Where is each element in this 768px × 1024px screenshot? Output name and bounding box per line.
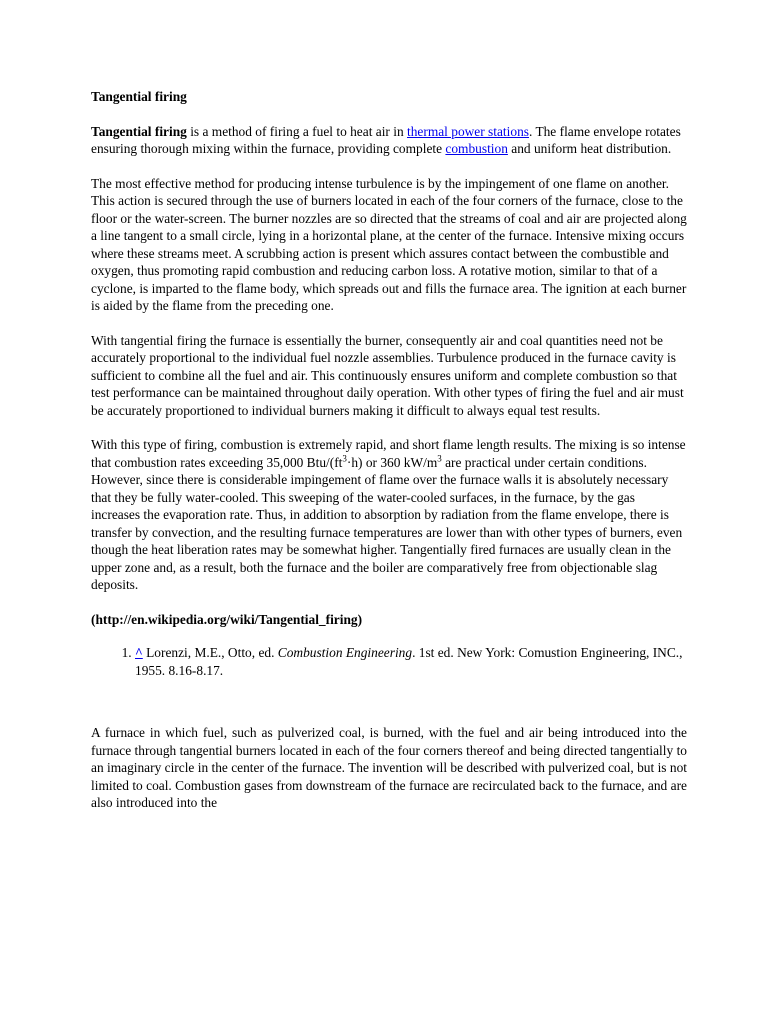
- back-reference-caret-link[interactable]: ^: [135, 645, 143, 660]
- source-url: (http://en.wikipedia.org/wiki/Tangential_firing): [91, 611, 363, 627]
- reference-list: [91, 644, 687, 679]
- combustion-link[interactable]: combustion: [445, 141, 508, 156]
- spacer: [91, 679, 687, 724]
- reference-authors: Lorenzi, M.E., Otto, ed.: [142, 645, 278, 660]
- thermal-power-stations-link[interactable]: thermal power stations: [407, 123, 529, 139]
- furnace-burner-paragraph: With tangential firing the furnace is essentially the burner, consequently air and coal quantities need not be accurately proportional to the individual fuel nozzle assemblies. Turbulence produced in the furnace cavity is sufficient to combine all the fuel and air. This continuously ensures uniform and complete combustion so that test performance can be maintained throughout daily operation. With other types of firing the fuel and air must be accurately proportioned to individual burners making it difficult to always equal test results.: [91, 332, 684, 418]
- turbulence-paragraph: The most effective method for producing intense turbulence is by the impingement of one flame on another. This action is secured through the use of burners located in each of the four corners of the furnace, close to the floor or the water-screen. The burner nozzles are so directed that the streams of coal and air are projected along a line tangent to a small circle, lying in a horizontal plane, at the center of the furnace. Intensive mixing occurs where these streams meet. A scrubbing action is present which assures contact between the combustible and oxygen, thus promoting rapid combustion and reducing carbon loss. A rotative motion, similar to that of a cyclone, is imparted to the flame body, which spreads out and fills the furnace area. The ignition at each burner is aided by the flame from the preceding one.: [91, 175, 687, 313]
- furnace-invention-paragraph: A furnace in which fuel, such as pulverized coal, is burned, with the fuel and air being introduced into the furnace through tangential burners located in each of the four corners thereof and being directed tangentially to an imaginary circle in the center of the furnace. The invention will be described with pulverized coal, but is not limited to coal. Combustion gases from downstream of the furnace are recirculated back to the furnace, and are also introduced into the: [91, 725, 687, 810]
- page-title: Tangential firing: [91, 89, 187, 104]
- reference-publication: . 1st ed. New York: Comustion Engineering, INC., 1955. 8.16-8.17.: [135, 645, 683, 678]
- intro-text-3: and uniform heat distribution.: [507, 141, 672, 156]
- intro-text-1: is a method of firing a fuel to heat air in: [186, 123, 407, 139]
- combustion-rate-text-2: ·h) or 360 kW/m: [346, 454, 438, 470]
- document-page: [91, 88, 687, 812]
- intro-paragraph: [91, 123, 687, 158]
- superscript-3: 3: [437, 453, 442, 464]
- intro-text-2: . The flame envelope rotates ensuring thorough mixing within the furnace, providing complete: [91, 123, 681, 156]
- intro-term: Tangential firing: [91, 123, 187, 139]
- combustion-rate-text-1: With this type of firing, combustion is extremely rapid, and short flame length results. The mixing is so intense that combustion rates exceeding 35,000 Btu/(ft: [91, 437, 686, 470]
- superscript-3: 3: [342, 453, 347, 464]
- reference-item: [135, 644, 687, 679]
- combustion-rate-text-3: are practical under certain conditions. However, since there is considerable impingement of flame over the furnace walls it is absolutely necessary that they be fully water-cooled. This sweeping of the water-cooled surfaces, in the furnace, by the gas increases the evaporation rate. Thus, in addition to absorption by radiation from the flame envelope, there is transfer by convection, and the resulting furnace temperatures are lower than with other types of burners, even though the heat liberation rates may be somewhat higher. Tangentially fired furnaces are usually clean in the upper zone and, as a result, both the furnace and the boiler are comparatively free from objectionable slag deposits.: [91, 454, 683, 592]
- combustion-rate-paragraph: [91, 436, 687, 594]
- reference-book-title: Combustion Engineering: [277, 645, 413, 660]
